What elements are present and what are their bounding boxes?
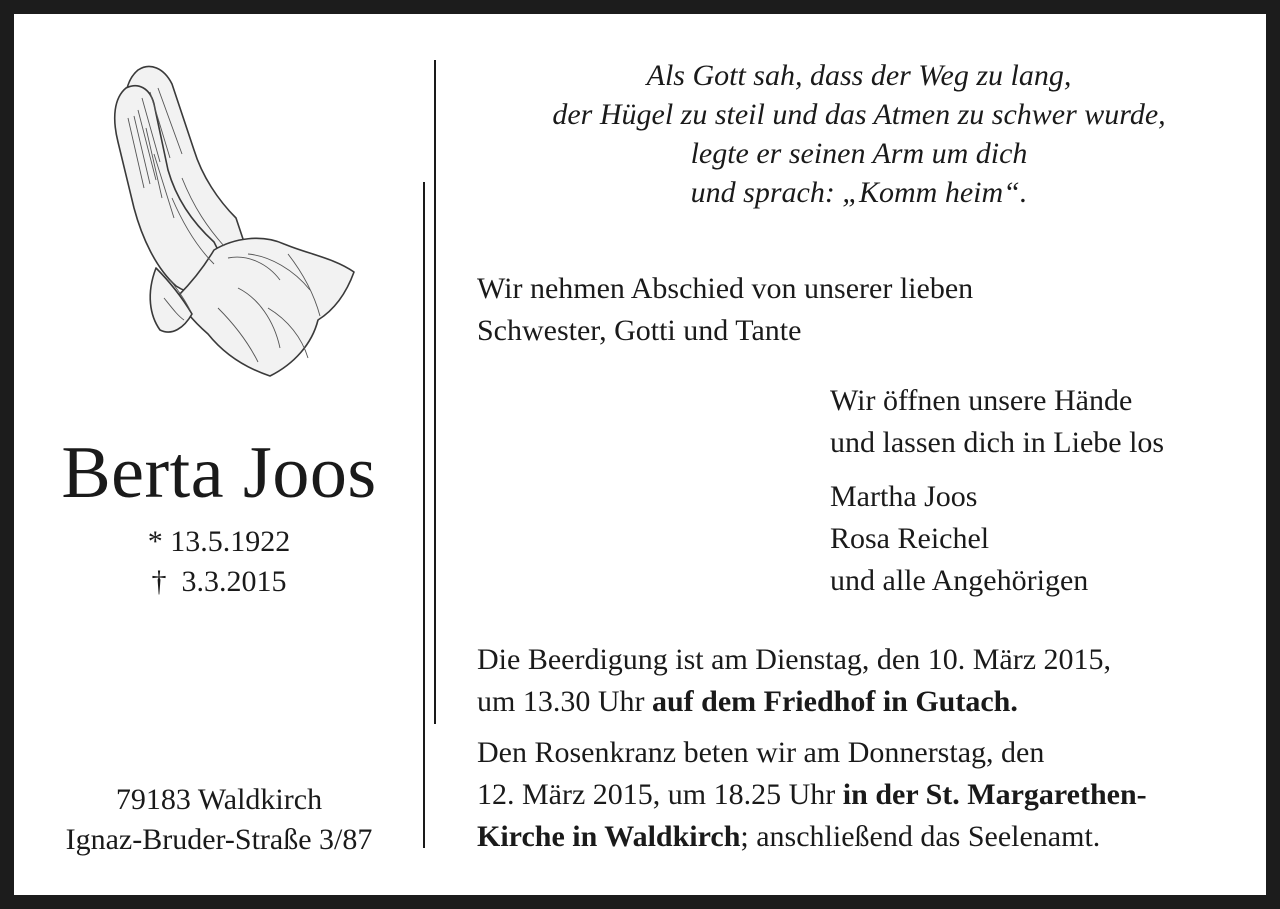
signer: Rosa Reichel xyxy=(830,522,990,555)
death-date: † 3.3.2015 xyxy=(151,565,287,598)
farewell-text xyxy=(477,268,1177,352)
verse-line: Wir öffnen unsere Hände xyxy=(830,384,1133,417)
praying-hands-icon xyxy=(98,58,358,384)
verse-line: und lassen dich in Liebe los xyxy=(830,426,1165,459)
rosary-time: 12. März 2015, um 18.25 Uhr xyxy=(477,778,843,811)
address-city: 79183 Waldkirch xyxy=(115,783,323,816)
rosary-line xyxy=(477,816,1257,858)
rosary-info xyxy=(477,732,1257,858)
funeral-line: Die Beerdigung ist am Dienstag, den 10. März 2015, xyxy=(477,643,1112,676)
signer: und alle Angehörigen xyxy=(830,564,1089,597)
funeral-time: um 13.30 Uhr xyxy=(477,685,652,718)
farewell-line: Wir nehmen Abschied von unserer lieben xyxy=(477,272,974,305)
rosary-line xyxy=(477,774,1257,816)
rosary-note: ; anschließend das Seelenamt. xyxy=(740,820,1101,853)
birth-date: * 13.5.1922 xyxy=(147,525,291,558)
funeral-line xyxy=(477,681,1257,723)
poem xyxy=(444,56,1274,212)
poem-line: legte er seinen Arm um dich xyxy=(690,137,1028,170)
address xyxy=(14,780,424,860)
poem-line: Als Gott sah, dass der Weg zu lang, xyxy=(646,59,1072,92)
rosary-location: in der St. Margarethen- xyxy=(842,778,1147,811)
signer: Martha Joos xyxy=(830,480,978,513)
poem-line: und sprach: „Komm heim“. xyxy=(690,176,1028,209)
deceased-name: Berta Joos xyxy=(61,432,377,514)
address-street: Ignaz-Bruder-Straße 3/87 xyxy=(65,823,373,856)
obituary-notice xyxy=(14,14,1266,895)
life-dates xyxy=(14,522,424,602)
rosary-location: Kirche in Waldkirch xyxy=(477,820,741,853)
divider-line xyxy=(434,60,436,724)
rosary-line: Den Rosenkranz beten wir am Donnerstag, den xyxy=(477,736,1045,769)
signers xyxy=(830,476,1250,602)
funeral-location: auf dem Friedhof in Gutach. xyxy=(652,685,1018,718)
poem-line: der Hügel zu steil und das Atmen zu schwer wurde, xyxy=(552,98,1166,131)
divider-line xyxy=(423,182,425,848)
farewell-line: Schwester, Gotti und Tante xyxy=(477,314,802,347)
funeral-info xyxy=(477,639,1257,723)
hands-verse xyxy=(830,380,1250,464)
